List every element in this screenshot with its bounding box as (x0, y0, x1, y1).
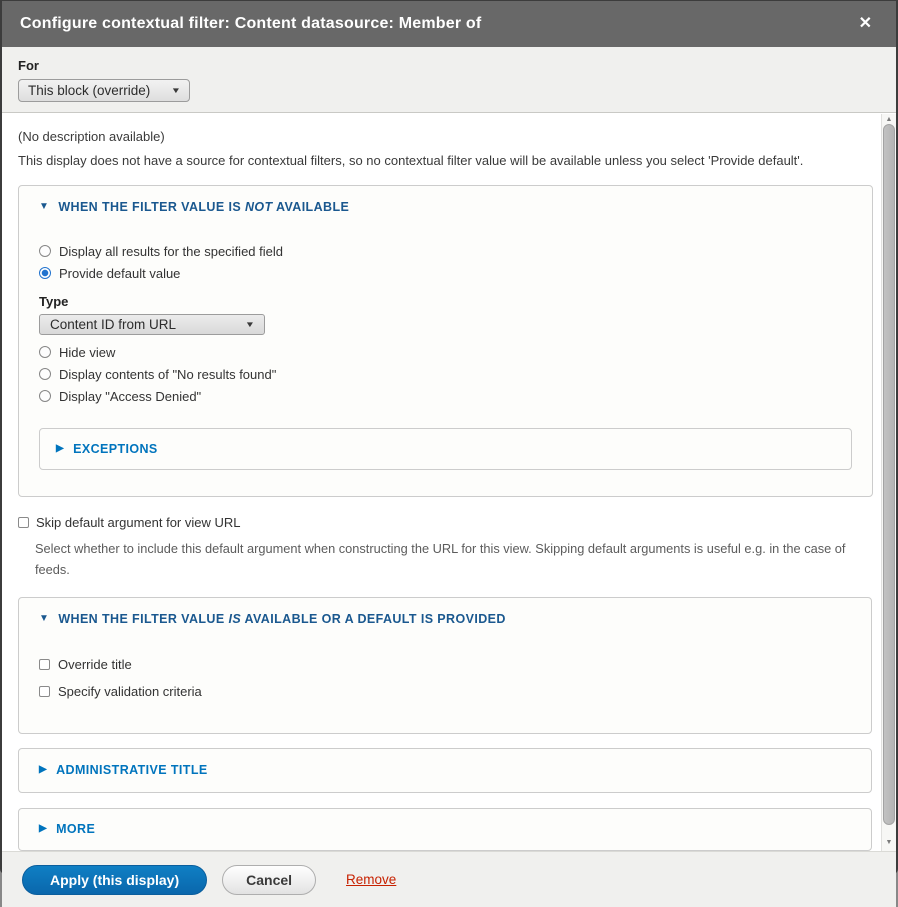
fieldset-title: EXCEPTIONS (73, 442, 158, 456)
default-action-options (39, 240, 852, 407)
scroll-down-icon[interactable]: ▼ (885, 839, 893, 846)
not-available-fieldset-toggle[interactable] (39, 200, 852, 214)
dialog-title: Configure contextual filter: Content datasource: Member of (20, 15, 482, 32)
skip-default-argument-row[interactable] (18, 515, 858, 530)
checkbox-icon[interactable] (39, 686, 50, 697)
cancel-button[interactable]: Cancel (222, 865, 316, 895)
more-fieldset (18, 808, 872, 851)
chevron-down-icon: ▼ (170, 86, 182, 95)
checkbox-icon[interactable] (18, 517, 29, 528)
radio-checked-icon[interactable] (39, 267, 51, 279)
checkbox-override-title[interactable]: Override title (39, 651, 851, 678)
for-select-value: This block (override) (28, 83, 151, 98)
no-description-text: (No description available) (18, 129, 165, 144)
apply-button[interactable]: Apply (this display) (22, 865, 207, 895)
type-select-value: Content ID from URL (50, 317, 177, 332)
scrollbar-thumb[interactable] (883, 124, 895, 825)
for-section (2, 47, 896, 112)
display-note-text: This display does not have a source for contextual filters, so no contextual filter value will be available unless you select 'Provide default'. (18, 153, 804, 168)
default-type-block (39, 294, 852, 335)
remove-link[interactable]: Remove (346, 872, 397, 887)
caret-right-icon: ▶ (39, 823, 48, 834)
type-label: Type (39, 294, 69, 309)
dialog-body (2, 112, 896, 851)
checkbox-icon[interactable] (39, 659, 50, 670)
radio-icon[interactable] (39, 368, 51, 380)
caret-down-icon: ▼ (39, 613, 50, 624)
caret-right-icon: ▶ (39, 764, 48, 775)
radio-option-access-denied[interactable]: Display "Access Denied" (39, 385, 852, 407)
caret-down-icon: ▼ (39, 201, 50, 212)
radio-icon[interactable] (39, 245, 51, 257)
skip-default-argument-label: Skip default argument for view URL (36, 515, 241, 530)
radio-option-display-all[interactable]: Display all results for the specified field (39, 240, 852, 262)
for-label: For (18, 58, 39, 73)
default-type-select[interactable] (39, 314, 265, 335)
close-icon[interactable]: ✕ (853, 12, 878, 36)
skip-default-argument-description: Select whether to include this default argument when constructing the URL for this view. Skipping default arguments is useful e.g. in the case of feeds. (35, 541, 846, 577)
checkbox-specify-validation[interactable]: Specify validation criteria (39, 678, 851, 705)
chevron-down-icon: ▼ (244, 320, 256, 329)
fieldset-title: WHEN THE FILTER VALUE IS AVAILABLE OR A DEFAULT IS PROVIDED (58, 612, 506, 626)
for-select[interactable] (18, 79, 190, 102)
exceptions-fieldset-toggle[interactable] (56, 442, 835, 456)
dialog-titlebar (2, 1, 896, 47)
fieldset-title: ADMINISTRATIVE TITLE (56, 763, 208, 777)
radio-icon[interactable] (39, 346, 51, 358)
exceptions-fieldset (39, 428, 852, 470)
more-toggle[interactable] (39, 822, 851, 836)
available-fieldset (18, 597, 872, 734)
administrative-title-fieldset (18, 748, 872, 793)
radio-option-no-results[interactable]: Display contents of "No results found" (39, 363, 852, 385)
fieldset-title: WHEN THE FILTER VALUE IS NOT AVAILABLE (58, 200, 350, 214)
dialog-footer (2, 851, 896, 907)
radio-icon[interactable] (39, 390, 51, 402)
radio-option-hide-view[interactable]: Hide view (39, 341, 852, 363)
vertical-scrollbar[interactable] (881, 114, 896, 851)
radio-option-provide-default[interactable]: Provide default value (39, 262, 852, 284)
available-fieldset-toggle[interactable] (39, 612, 851, 626)
not-available-fieldset (18, 185, 873, 497)
scroll-up-icon[interactable]: ▲ (885, 116, 893, 123)
fieldset-title: MORE (56, 822, 96, 836)
administrative-title-toggle[interactable] (39, 763, 851, 777)
caret-right-icon: ▶ (56, 443, 65, 454)
available-options (39, 651, 851, 733)
